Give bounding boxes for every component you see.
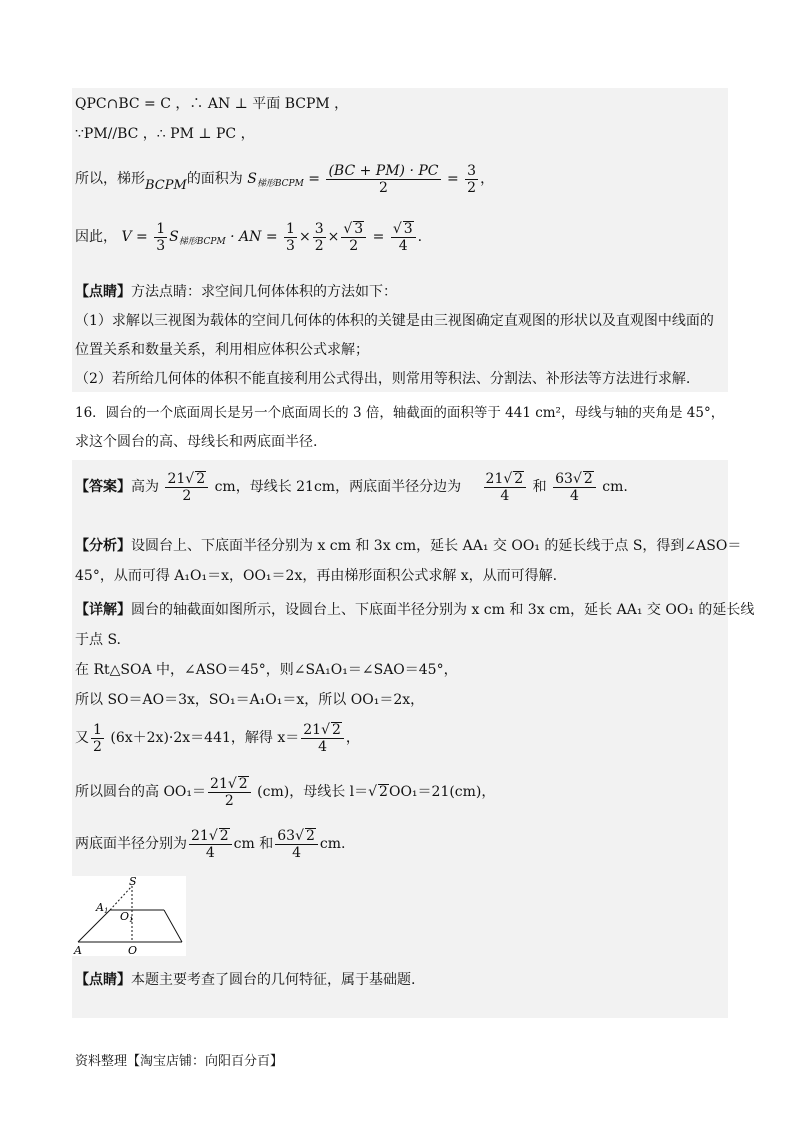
- detail-line-5: 又 $\frac{1}{2}$ (6x＋2x)·2x＝441，解得 x＝ $\frac{21√ 2}{4}$ ，: [75, 721, 360, 755]
- extension-dashed-line: [110, 886, 132, 910]
- point-label-a1: A1: [96, 901, 109, 915]
- answer-line: 【答案】高为 $\frac{21√ 2}{2}$ cm，母线长 21cm，两底面半径分边为 $\frac{21√ 2}{4}$ 和 $\frac{63√ 2}{4}$ cm.: [75, 470, 628, 504]
- frustum-figure: [72, 876, 186, 956]
- analysis-line-2: 45°，从而可得 A₁O₁＝x，OO₁＝2x，再由梯形面积公式求解 x，从而可得解.: [75, 568, 558, 584]
- point-label-o1: O1: [120, 910, 134, 924]
- question-16-line-2: 求这个圆台的高、母线长和两底面半径.: [75, 434, 318, 450]
- question-16-line-1: 16．圆台的一个底面周长是另一个底面周长的 3 倍，轴截面的面积等于 441 cm²，母线与轴的夹角是 45°，: [75, 405, 725, 421]
- detail-line-2: 于点 S.: [75, 632, 121, 648]
- proof-line-4: 因此， V = $\frac{1}{3}$ $S_{梯形BCPM}$ · AN = $\frac{1}{3}$ × $\frac{3}{2}$ × $\frac{√ 3}{2}$ = $\frac{√ 3}{4}$ .: [75, 220, 423, 254]
- pointer-note-1: 【点睛】方法点睛：求空间几何体体积的方法如下：: [75, 284, 397, 300]
- pointer-item-1a: （1）求解以三视图为载体的空间几何体的体积的关键是由三视图确定直观图的形状以及直观图中线面的: [75, 313, 714, 329]
- proof-line-2: ∵PM//BC ，∴ PM ⊥ PC ，: [75, 126, 255, 142]
- frustum-diagram: [72, 876, 186, 956]
- pointer-note-2: 【点睛】本题主要考查了圆台的几何特征，属于基础题.: [75, 972, 416, 988]
- detail-line-4: 所以 SO＝AO＝3x，SO₁＝A₁O₁＝x，所以 OO₁＝2x，: [75, 692, 425, 708]
- detail-line-6: 所以圆台的高 OO₁＝ $\frac{21√ 2}{2}$ (cm)，母线长 l＝√ 2OO₁＝21(cm)，: [75, 775, 496, 809]
- point-label-a: A: [74, 944, 82, 956]
- right-slant-line: [164, 910, 182, 942]
- proof-line-3: 所以，梯形BCPM的面积为 $S_{梯形BCPM}$ = $\frac{(BC + PM) \cdot PC}{2}$ = $\frac{3}{2}$ ，: [75, 162, 495, 196]
- detail-line-3: 在 Rt△SOA 中，∠ASO＝45°，则∠SA₁O₁＝∠SAO＝45°，: [75, 662, 458, 678]
- detail-line-7: 两底面半径分别为 $\frac{21√ 2}{4}$ cm 和 $\frac{63√ 2}{4}$ cm.: [75, 827, 346, 861]
- point-label-s: S: [129, 876, 137, 888]
- analysis-line-1: 【分析】设圆台上、下底面半径分别为 x cm 和 3x cm，延长 AA₁ 交 OO₁ 的延长线于点 S，得到∠ASO＝: [75, 538, 742, 554]
- pointer-item-1b: 位置关系和数量关系，利用相应体积公式求解；: [75, 342, 369, 358]
- detail-line-1: 【详解】圆台的轴截面如图所示，设圆台上、下底面半径分别为 x cm 和 3x cm，延长 AA₁ 交 OO₁ 的延长线: [75, 602, 755, 618]
- footer-source: 资料整理【淘宝店铺：向阳百分百】: [75, 1054, 284, 1069]
- proof-line-1: QPC∩BC = C ，∴ AN ⊥ 平面 BCPM ，: [75, 96, 349, 112]
- pointer-item-2: （2）若所给几何体的体积不能直接利用公式得出，则常用等积法、分割法、补形法等方法进行求解.: [75, 371, 691, 387]
- point-label-o: O: [128, 944, 138, 956]
